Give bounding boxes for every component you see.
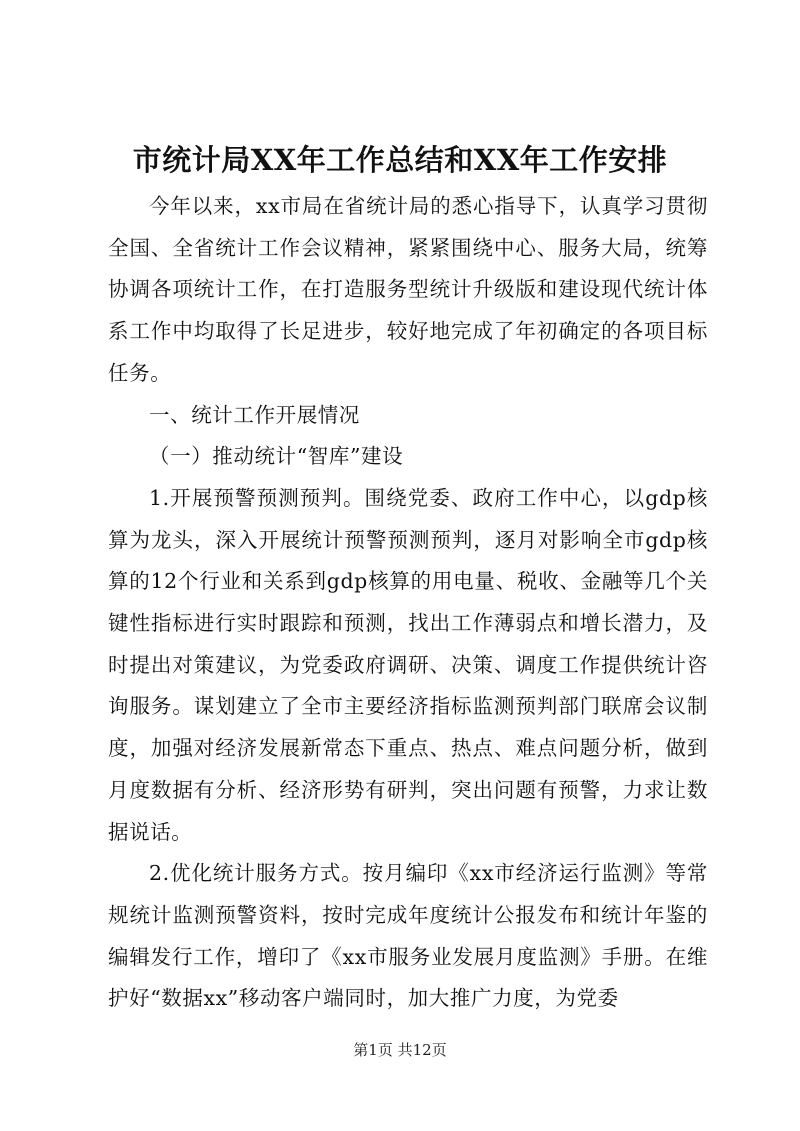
page-number-footer: 第1页 共12页 [353, 1041, 447, 1059]
subsection-heading: （一）推动统计“智库”建设 [149, 444, 404, 469]
document-title: 市统计局XX年工作总结和XX年工作安排 [132, 143, 668, 177]
intro-paragraph: 今年以来，xx市局在省统计局的悉心指导下，认真学习贯彻全国、全省统计工作会议精神，紧紧围绕中心、服务大局，统筹协调各项统计工作，在打造服务型统计升级版和建设现代统计体系工作中均取得了长足进步，较好地完成了年初确定的各项目标任务。 [108, 194, 708, 385]
item-paragraph-1: 1.开展预警预测预判。围绕党委、政府工作中心，以gdp核算为龙头，深入开展统计预警预测预判，逐月对影响全市gdp核算的12个行业和关系到gdp核算的用电量、税收、金融等几个关键性指标进行实时跟踪和预测，找出工作薄弱点和增长潜力，及时提出对策建议，为党委政府调研、决策、调度工作提供统计咨询服务。谋划建立了全市主要经济指标监测预判部门联席会议制度，加强对经济发展新常态下重点、热点、难点问题分析，做到月度数据有分析、经济形势有研判，突出问题有预警，力求让数据说话。 [108, 485, 708, 844]
item-paragraph-2: 2.优化统计服务方式。按月编印《xx市经济运行监测》等常规统计监测预警资料，按时完成年度统计公报发布和统计年鉴的编辑发行工作，增印了《xx市服务业发展月度监测》手册。在维护好“数据xx”移动客户端同时，加大推广力度，为党委 [108, 861, 708, 1011]
section-heading: 一、统计工作开展情况 [149, 402, 360, 427]
document-body [108, 186, 708, 1020]
